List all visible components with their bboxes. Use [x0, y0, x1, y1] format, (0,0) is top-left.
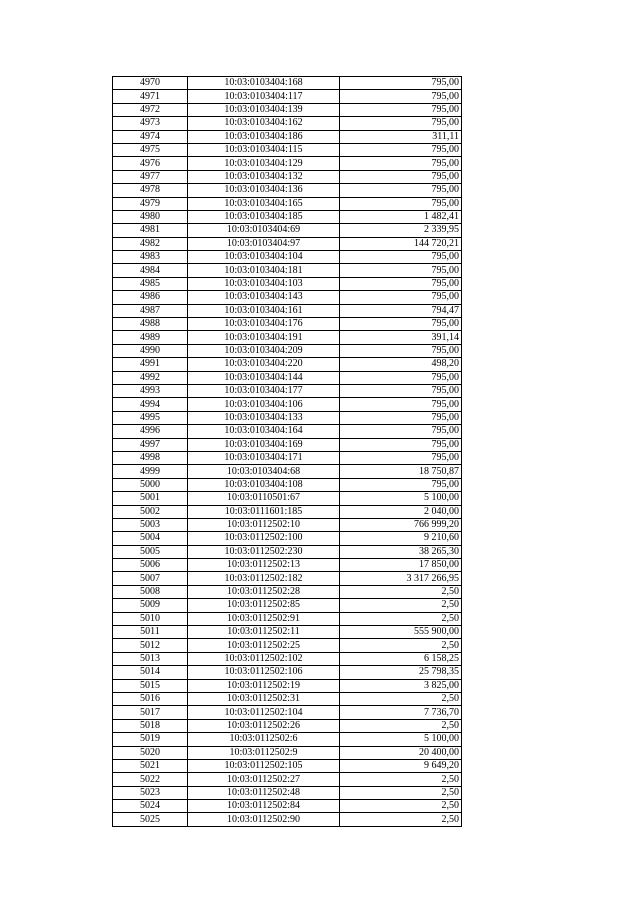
- cadastral-number-cell: 10:03:0112502:19: [188, 679, 340, 692]
- row-number-cell: 5008: [113, 585, 188, 598]
- row-number-cell: 4986: [113, 291, 188, 304]
- row-number-cell: 4998: [113, 451, 188, 464]
- value-cell: 2,50: [340, 813, 462, 826]
- table-row: [113, 706, 462, 719]
- row-number-cell: 5001: [113, 492, 188, 505]
- cadastral-number-cell: 10:03:0103404:68: [188, 465, 340, 478]
- row-number-cell: 4997: [113, 438, 188, 451]
- table-row: [113, 251, 462, 264]
- value-cell: 391,14: [340, 331, 462, 344]
- cadastral-number-cell: 10:03:0103404:143: [188, 291, 340, 304]
- cadastral-number-cell: 10:03:0103404:164: [188, 425, 340, 438]
- table-row: [113, 210, 462, 223]
- cadastral-number-cell: 10:03:0112502:27: [188, 773, 340, 786]
- row-number-cell: 4992: [113, 371, 188, 384]
- cadastral-number-cell: 10:03:0112502:84: [188, 800, 340, 813]
- value-cell: 795,00: [340, 157, 462, 170]
- value-cell: 795,00: [340, 184, 462, 197]
- row-number-cell: 5024: [113, 800, 188, 813]
- row-number-cell: 4996: [113, 425, 188, 438]
- row-number-cell: 5002: [113, 505, 188, 518]
- row-number-cell: 5007: [113, 572, 188, 585]
- cadastral-value-table: [112, 76, 462, 827]
- table-row: [113, 277, 462, 290]
- cadastral-number-cell: 10:03:0103404:139: [188, 103, 340, 116]
- table-row: [113, 384, 462, 397]
- value-cell: 2,50: [340, 719, 462, 732]
- cadastral-number-cell: 10:03:0112502:9: [188, 746, 340, 759]
- value-cell: 795,00: [340, 318, 462, 331]
- row-number-cell: 4970: [113, 77, 188, 90]
- value-cell: 9 649,20: [340, 759, 462, 772]
- table-row: [113, 612, 462, 625]
- value-cell: 311,11: [340, 130, 462, 143]
- value-cell: 20 400,00: [340, 746, 462, 759]
- cadastral-number-cell: 10:03:0112502:102: [188, 652, 340, 665]
- cadastral-number-cell: 10:03:0112502:105: [188, 759, 340, 772]
- cadastral-number-cell: 10:03:0103404:162: [188, 117, 340, 130]
- table-row: [113, 505, 462, 518]
- value-cell: 795,00: [340, 264, 462, 277]
- row-number-cell: 5023: [113, 786, 188, 799]
- cadastral-number-cell: 10:03:0103404:103: [188, 277, 340, 290]
- cadastral-number-cell: 10:03:0103404:106: [188, 398, 340, 411]
- value-cell: 2,50: [340, 786, 462, 799]
- row-number-cell: 4980: [113, 210, 188, 223]
- table-row: [113, 559, 462, 572]
- value-cell: 1 482,41: [340, 210, 462, 223]
- value-cell: 795,00: [340, 170, 462, 183]
- table-row: [113, 438, 462, 451]
- row-number-cell: 5018: [113, 719, 188, 732]
- cadastral-number-cell: 10:03:0111601:185: [188, 505, 340, 518]
- table-row: [113, 157, 462, 170]
- table-row: [113, 77, 462, 90]
- cadastral-number-cell: 10:03:0112502:28: [188, 585, 340, 598]
- table-row: [113, 746, 462, 759]
- cadastral-number-cell: 10:03:0103404:220: [188, 358, 340, 371]
- cadastral-number-cell: 10:03:0112502:31: [188, 692, 340, 705]
- value-cell: 795,00: [340, 451, 462, 464]
- cadastral-number-cell: 10:03:0103404:108: [188, 478, 340, 491]
- cadastral-number-cell: 10:03:0112502:48: [188, 786, 340, 799]
- cadastral-number-cell: 10:03:0103404:117: [188, 90, 340, 103]
- table-row: [113, 184, 462, 197]
- value-cell: 795,00: [340, 90, 462, 103]
- value-cell: 795,00: [340, 197, 462, 210]
- row-number-cell: 4978: [113, 184, 188, 197]
- row-number-cell: 4993: [113, 384, 188, 397]
- cadastral-number-cell: 10:03:0112502:6: [188, 733, 340, 746]
- row-number-cell: 5015: [113, 679, 188, 692]
- table-row: [113, 130, 462, 143]
- table-row: [113, 197, 462, 210]
- row-number-cell: 4984: [113, 264, 188, 277]
- row-number-cell: 5006: [113, 559, 188, 572]
- value-cell: 5 100,00: [340, 492, 462, 505]
- table-row: [113, 465, 462, 478]
- value-cell: 795,00: [340, 117, 462, 130]
- value-cell: 2,50: [340, 599, 462, 612]
- row-number-cell: 5003: [113, 518, 188, 531]
- table-row: [113, 224, 462, 237]
- cadastral-number-cell: 10:03:0103404:104: [188, 251, 340, 264]
- cadastral-number-cell: 10:03:0103404:115: [188, 143, 340, 156]
- row-number-cell: 4987: [113, 304, 188, 317]
- table-row: [113, 478, 462, 491]
- table-row: [113, 170, 462, 183]
- table-row: [113, 733, 462, 746]
- table-row: [113, 331, 462, 344]
- table-row: [113, 532, 462, 545]
- table-row: [113, 318, 462, 331]
- cadastral-number-cell: 10:03:0112502:85: [188, 599, 340, 612]
- table-row: [113, 545, 462, 558]
- row-number-cell: 4990: [113, 344, 188, 357]
- cadastral-number-cell: 10:03:0112502:182: [188, 572, 340, 585]
- table-row: [113, 626, 462, 639]
- row-number-cell: 5000: [113, 478, 188, 491]
- cadastral-number-cell: 10:03:0103404:69: [188, 224, 340, 237]
- cadastral-number-cell: 10:03:0112502:26: [188, 719, 340, 732]
- cadastral-number-cell: 10:03:0112502:90: [188, 813, 340, 826]
- value-cell: 795,00: [340, 277, 462, 290]
- cadastral-number-cell: 10:03:0112502:25: [188, 639, 340, 652]
- value-cell: 6 158,25: [340, 652, 462, 665]
- table-row: [113, 786, 462, 799]
- value-cell: 555 900,00: [340, 626, 462, 639]
- value-cell: 795,00: [340, 251, 462, 264]
- value-cell: 2,50: [340, 612, 462, 625]
- table-row: [113, 398, 462, 411]
- cadastral-number-cell: 10:03:0103404:169: [188, 438, 340, 451]
- table-row: [113, 492, 462, 505]
- value-cell: 2,50: [340, 773, 462, 786]
- row-number-cell: 4982: [113, 237, 188, 250]
- value-cell: 795,00: [340, 143, 462, 156]
- cadastral-number-cell: 10:03:0103404:176: [188, 318, 340, 331]
- cadastral-number-cell: 10:03:0103404:129: [188, 157, 340, 170]
- row-number-cell: 4977: [113, 170, 188, 183]
- cadastral-number-cell: 10:03:0103404:97: [188, 237, 340, 250]
- table-row: [113, 451, 462, 464]
- table-row: [113, 264, 462, 277]
- row-number-cell: 4975: [113, 143, 188, 156]
- cadastral-number-cell: 10:03:0103404:177: [188, 384, 340, 397]
- cadastral-number-cell: 10:03:0112502:91: [188, 612, 340, 625]
- cadastral-number-cell: 10:03:0103404:132: [188, 170, 340, 183]
- cadastral-number-cell: 10:03:0103404:168: [188, 77, 340, 90]
- value-cell: 2 040,00: [340, 505, 462, 518]
- table-row: [113, 759, 462, 772]
- row-number-cell: 4983: [113, 251, 188, 264]
- value-cell: 766 999,20: [340, 518, 462, 531]
- table-row: [113, 639, 462, 652]
- cadastral-number-cell: 10:03:0103404:191: [188, 331, 340, 344]
- cadastral-number-cell: 10:03:0112502:104: [188, 706, 340, 719]
- row-number-cell: 4999: [113, 465, 188, 478]
- table-row: [113, 800, 462, 813]
- row-number-cell: 5022: [113, 773, 188, 786]
- row-number-cell: 5010: [113, 612, 188, 625]
- table-row: [113, 585, 462, 598]
- row-number-cell: 4979: [113, 197, 188, 210]
- table-row: [113, 358, 462, 371]
- value-cell: 5 100,00: [340, 733, 462, 746]
- row-number-cell: 4991: [113, 358, 188, 371]
- value-cell: 795,00: [340, 411, 462, 424]
- cadastral-number-cell: 10:03:0103404:209: [188, 344, 340, 357]
- row-number-cell: 5011: [113, 626, 188, 639]
- value-cell: 795,00: [340, 344, 462, 357]
- table-row: [113, 143, 462, 156]
- value-cell: 17 850,00: [340, 559, 462, 572]
- cadastral-number-cell: 10:03:0103404:165: [188, 197, 340, 210]
- row-number-cell: 5020: [113, 746, 188, 759]
- table-row: [113, 572, 462, 585]
- value-cell: 795,00: [340, 77, 462, 90]
- row-number-cell: 5005: [113, 545, 188, 558]
- table-row: [113, 425, 462, 438]
- value-cell: 795,00: [340, 384, 462, 397]
- table-row: [113, 291, 462, 304]
- table-row: [113, 813, 462, 826]
- value-cell: 795,00: [340, 291, 462, 304]
- row-number-cell: 4974: [113, 130, 188, 143]
- row-number-cell: 5021: [113, 759, 188, 772]
- row-number-cell: 5025: [113, 813, 188, 826]
- table-row: [113, 719, 462, 732]
- row-number-cell: 5004: [113, 532, 188, 545]
- table-row: [113, 304, 462, 317]
- value-cell: 795,00: [340, 425, 462, 438]
- row-number-cell: 5013: [113, 652, 188, 665]
- value-cell: 795,00: [340, 371, 462, 384]
- row-number-cell: 5016: [113, 692, 188, 705]
- table-body: [113, 77, 462, 827]
- cadastral-number-cell: 10:03:0103404:171: [188, 451, 340, 464]
- table-row: [113, 652, 462, 665]
- table-row: [113, 773, 462, 786]
- value-cell: 9 210,60: [340, 532, 462, 545]
- cadastral-number-cell: 10:03:0112502:100: [188, 532, 340, 545]
- row-number-cell: 4994: [113, 398, 188, 411]
- value-cell: 3 825,00: [340, 679, 462, 692]
- value-cell: 795,00: [340, 398, 462, 411]
- value-cell: 2,50: [340, 692, 462, 705]
- value-cell: 25 798,35: [340, 666, 462, 679]
- value-cell: 795,00: [340, 438, 462, 451]
- cadastral-number-cell: 10:03:0112502:13: [188, 559, 340, 572]
- value-cell: 38 265,30: [340, 545, 462, 558]
- row-number-cell: 5014: [113, 666, 188, 679]
- value-cell: 18 750,87: [340, 465, 462, 478]
- value-cell: 3 317 266,95: [340, 572, 462, 585]
- value-cell: 794,47: [340, 304, 462, 317]
- value-cell: 795,00: [340, 478, 462, 491]
- row-number-cell: 5019: [113, 733, 188, 746]
- cadastral-number-cell: 10:03:0103404:133: [188, 411, 340, 424]
- table-row: [113, 344, 462, 357]
- cadastral-number-cell: 10:03:0103404:161: [188, 304, 340, 317]
- table-row: [113, 411, 462, 424]
- table-row: [113, 666, 462, 679]
- row-number-cell: 4973: [113, 117, 188, 130]
- cadastral-number-cell: 10:03:0110501:67: [188, 492, 340, 505]
- cadastral-number-cell: 10:03:0112502:230: [188, 545, 340, 558]
- cadastral-number-cell: 10:03:0103404:136: [188, 184, 340, 197]
- row-number-cell: 5017: [113, 706, 188, 719]
- value-cell: 795,00: [340, 103, 462, 116]
- row-number-cell: 4985: [113, 277, 188, 290]
- cadastral-number-cell: 10:03:0112502:10: [188, 518, 340, 531]
- value-cell: 7 736,70: [340, 706, 462, 719]
- row-number-cell: 4988: [113, 318, 188, 331]
- cadastral-number-cell: 10:03:0103404:144: [188, 371, 340, 384]
- value-cell: 498,20: [340, 358, 462, 371]
- row-number-cell: 4989: [113, 331, 188, 344]
- row-number-cell: 4976: [113, 157, 188, 170]
- value-cell: 2,50: [340, 585, 462, 598]
- table-row: [113, 117, 462, 130]
- value-cell: 144 720,21: [340, 237, 462, 250]
- table-row: [113, 599, 462, 612]
- cadastral-number-cell: 10:03:0103404:186: [188, 130, 340, 143]
- row-number-cell: 5012: [113, 639, 188, 652]
- table-row: [113, 518, 462, 531]
- cadastral-number-cell: 10:03:0112502:106: [188, 666, 340, 679]
- row-number-cell: 4995: [113, 411, 188, 424]
- cadastral-number-cell: 10:03:0103404:185: [188, 210, 340, 223]
- value-cell: 2 339,95: [340, 224, 462, 237]
- row-number-cell: 4971: [113, 90, 188, 103]
- table-row: [113, 237, 462, 250]
- value-cell: 2,50: [340, 800, 462, 813]
- table-row: [113, 679, 462, 692]
- table-row: [113, 90, 462, 103]
- table-row: [113, 103, 462, 116]
- table-row: [113, 692, 462, 705]
- value-cell: 2,50: [340, 639, 462, 652]
- row-number-cell: 4972: [113, 103, 188, 116]
- row-number-cell: 5009: [113, 599, 188, 612]
- table-row: [113, 371, 462, 384]
- cadastral-number-cell: 10:03:0112502:11: [188, 626, 340, 639]
- row-number-cell: 4981: [113, 224, 188, 237]
- cadastral-number-cell: 10:03:0103404:181: [188, 264, 340, 277]
